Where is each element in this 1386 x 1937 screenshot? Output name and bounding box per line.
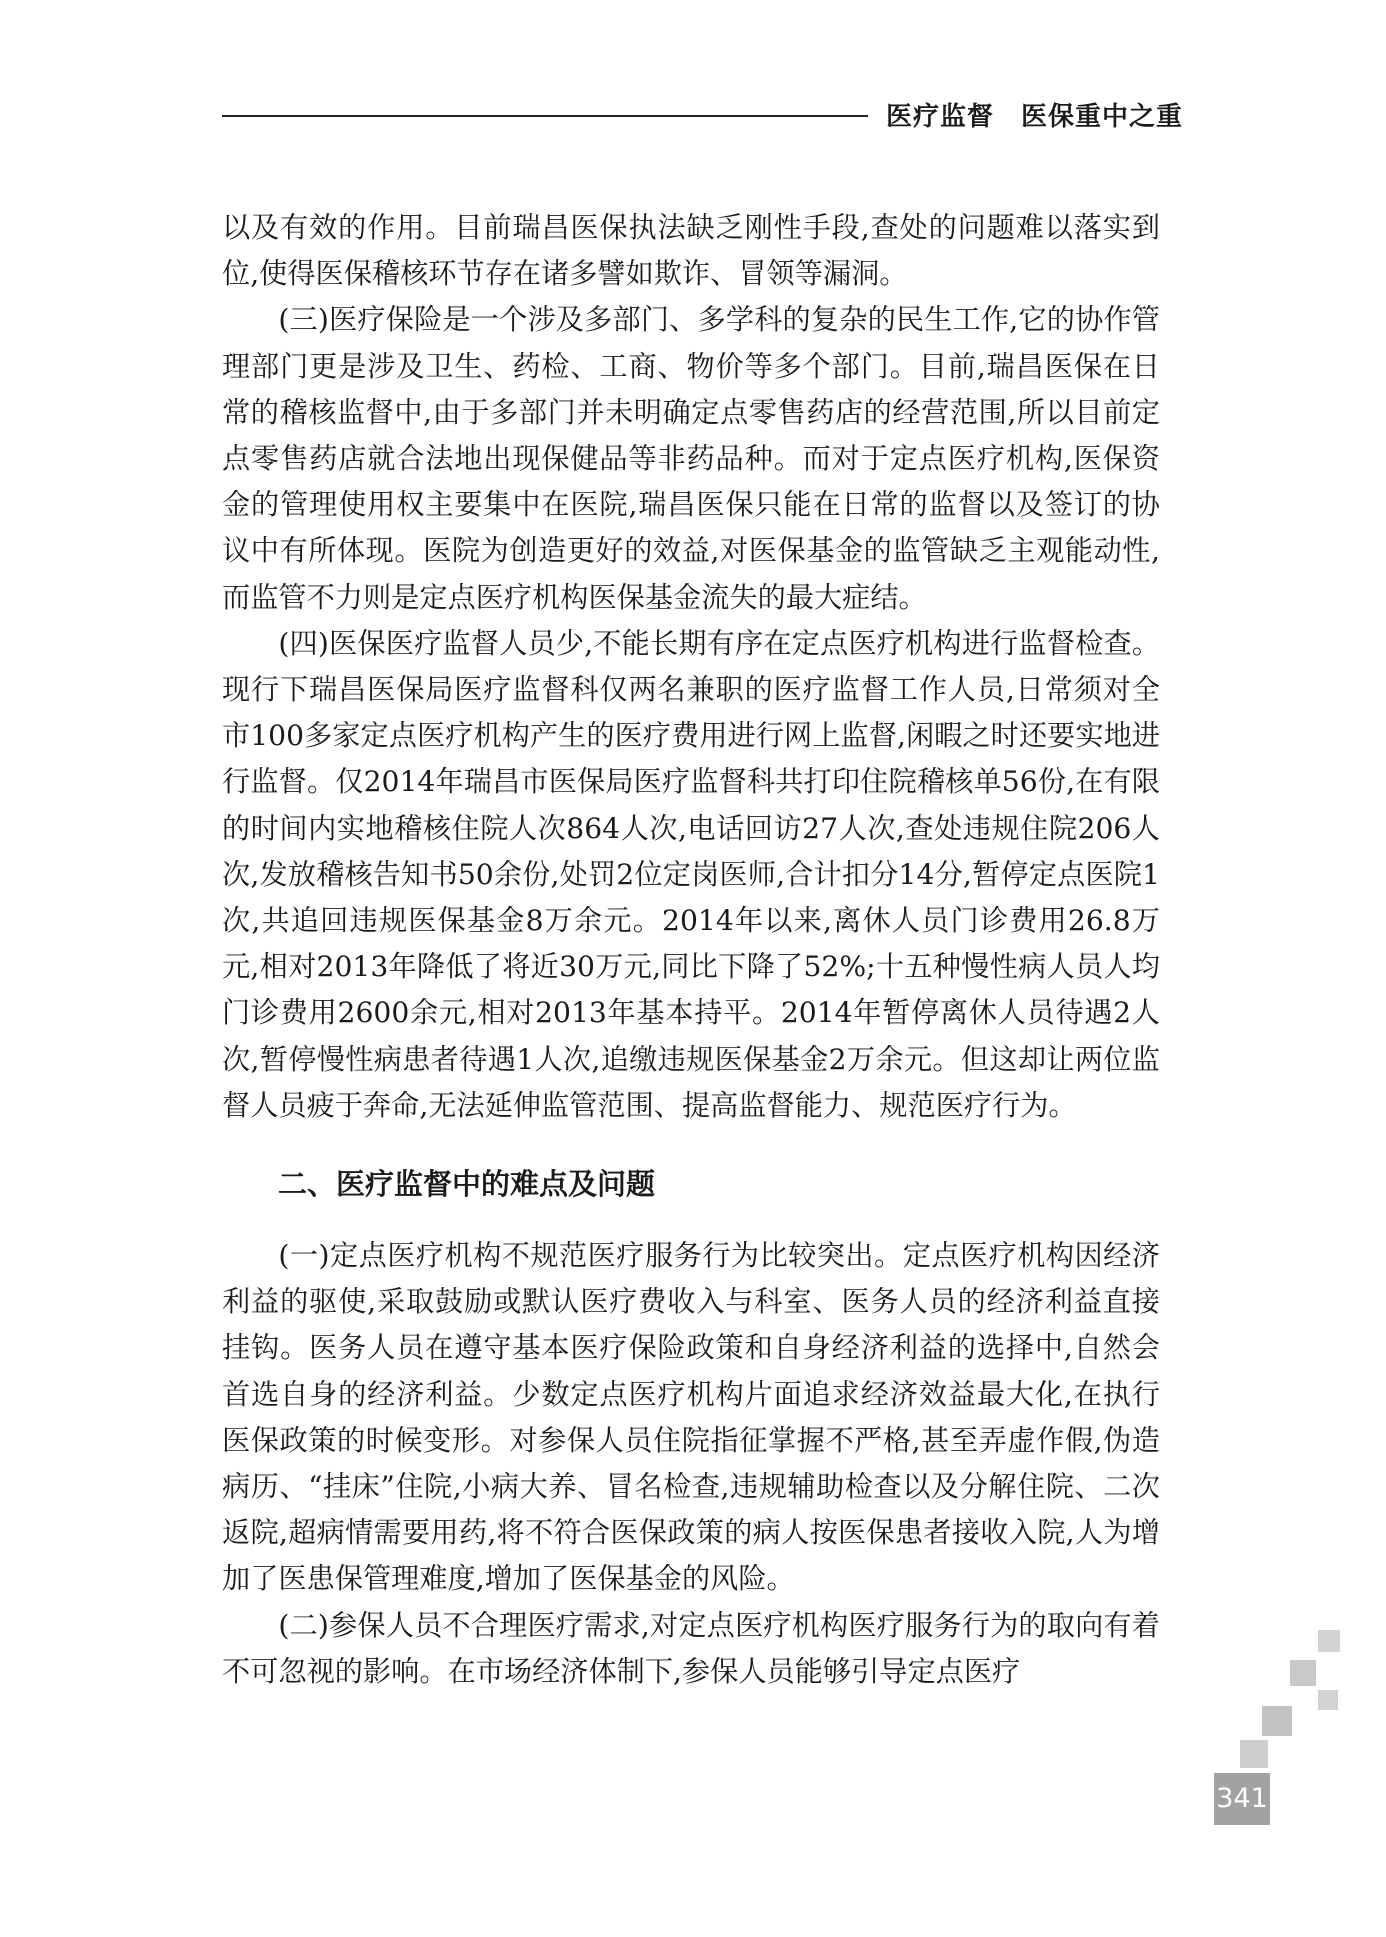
decor-square [1318,1690,1338,1710]
paragraph: (一)定点医疗机构不规范医疗服务行为比较突出。定点医疗机构因经济利益的驱使,采取鼓励或默认医疗费收入与科室、医务人员的经济利益直接挂钩。医务人员在遵守基本医疗保险政策和自身经济利益的选择中,自然会首选自身的经济利益。少数定点医疗机构片面追求经济效益最大化,在执行医保政策的时候变形。对参保人员住院指征掌握不严格,甚至弄虚作假,伪造病历、“挂床”住院,小病大养、冒名检查,违规辅助检查以及分解住院、二次返院,超病情需要用药,将不符合医保政策的病人按医保患者接收入院,人为增加了医患保管理难度,增加了医保基金的风险。 [222,1239,1160,1596]
paragraph: (四)医保医疗监督人员少,不能长期有序在定点医疗机构进行监督检查。现行下瑞昌医保局医疗监督科仅两名兼职的医疗监督工作人员,日常须对全市100多家定点医疗机构产生的医疗费用进行网上监督,闲暇之时还要实地进行监督。仅2014年瑞昌市医保局医疗监督科共打印住院稽核单56份,在有限的时间内实地稽核住院人次864人次,电话回访27人次,查处违规住院206人次,发放稽核告知书50余份,处罚2位定岗医师,合计扣分14分,暂停定点医院1次,共追回违规医保基金8万余元。2014年以来,离休人员门诊费用26.8万元,相对2013年降低了将近30万元,同比下降了52%;十五种慢性病人员人均门诊费用2600余元,相对2013年基本持平。2014年暂停离休人员待遇2人次,暂停慢性病患者待遇1人次,追缴违规医保基金2万余元。但这却让两位监督人员疲于奔命,无法延伸监管范围、提高监督能力、规范医疗行为。 [222,626,1160,1122]
paragraph: (二)参保人员不合理医疗需求,对定点医疗机构医疗服务行为的取向有着不可忽视的影响。在市场经济体制下,参保人员能够引导定点医疗 [222,1608,1160,1688]
decor-square [1290,1660,1316,1686]
header-rule [222,115,868,117]
paragraph: (三)医疗保险是一个涉及多部门、多学科的复杂的民生工作,它的协作管理部门更是涉及卫生、药检、工商、物价等多个部门。目前,瑞昌医保在日常的稽核监督中,由于多部门并未明确定点零售药店的经营范围,所以目前定点零售药店就合法地出现保健品等非药品种。而对于定点医疗机构,医保资金的管理使用权主要集中在医院,瑞昌医保只能在日常的监督以及签订的协议中有所体现。医院为创造更好的效益,对医保基金的监管缺乏主观能动性,而监管不力则是定点医疗机构医保基金流失的最大症结。 [222,303,1160,614]
page-number: 341 [1214,1773,1270,1825]
decor-square [1262,1706,1292,1736]
decor-square [1318,1630,1340,1652]
section-heading: 二、医疗监督中的难点及问题 [278,1167,656,1202]
decor-square [1240,1740,1268,1768]
paragraph: 以及有效的作用。目前瑞昌医保执法缺乏刚性手段,查处的问题难以落实到位,使得医保稽核环节存在诸多譬如欺诈、冒领等漏洞。 [222,211,1160,291]
running-header-title: 医疗监督 医保重中之重 [886,102,1184,132]
body-text [222,205,1160,1695]
